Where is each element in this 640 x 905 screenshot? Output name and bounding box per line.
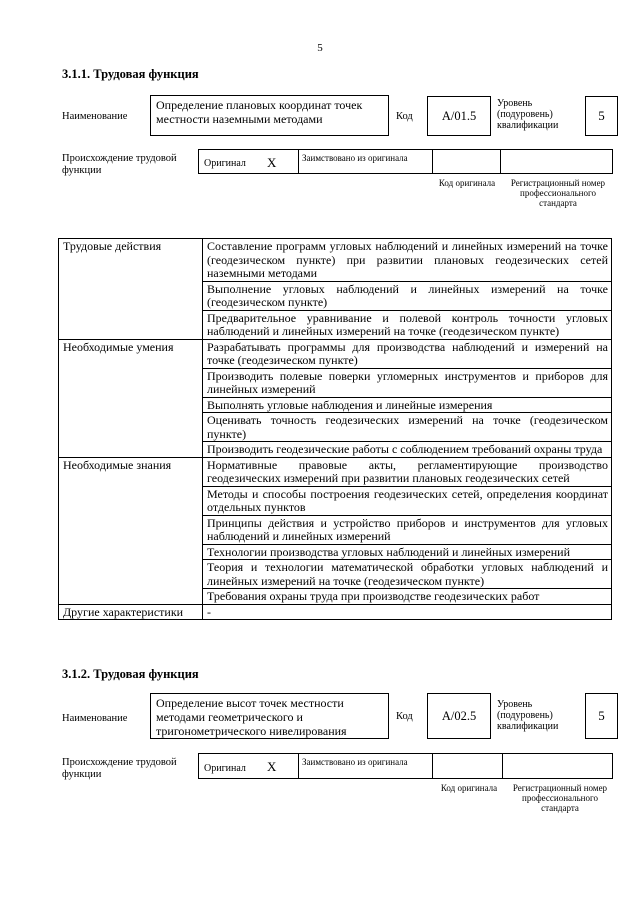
code-label: Код bbox=[396, 111, 413, 122]
borrowed-label-2: Заимствовано из оригинала bbox=[302, 757, 408, 767]
table-row bbox=[59, 239, 612, 282]
original-label: Оригинал bbox=[204, 158, 246, 169]
reg-number-cell-2 bbox=[502, 753, 613, 779]
item-cell: Технологии производства угловых наблюдений и линейных измерений bbox=[203, 544, 612, 560]
code-original-caption-2: Код оригинала bbox=[440, 783, 498, 793]
level-label: Уровень (подуровень) квалификации bbox=[497, 98, 559, 131]
code-original-cell bbox=[432, 149, 501, 174]
item-cell: Составление программ угловых наблюдений и линейных измерений на точке (геодезическом пункте) при развитии плановых геодезических сетей наземными методами bbox=[203, 239, 612, 282]
reg-number-caption-2: Регистрационный номер профессионального стандарта bbox=[512, 783, 608, 813]
code-original-cell-2 bbox=[432, 753, 503, 779]
item-cell: Разрабатывать программы для производства наблюдений и измерений на точке (геодезическом пункте) bbox=[203, 339, 612, 368]
borrowed-cell bbox=[298, 149, 433, 174]
category-cell: Необходимые знания bbox=[59, 457, 203, 604]
function-name-box bbox=[150, 95, 389, 136]
item-cell: Принципы действия и устройство приборов и инструментов для угловых наблюдений и линейных измерений bbox=[203, 515, 612, 544]
item-cell: Выполнять угловые наблюдения и линейные измерения bbox=[203, 397, 612, 413]
item-cell: Теория и технологии математической обработки угловых наблюдений и линейных измерений на точке (геодезическом пункте) bbox=[203, 560, 612, 589]
reg-number-cell bbox=[500, 149, 613, 174]
origin-label-2: Происхождение трудовой функции bbox=[62, 757, 177, 780]
item-cell: Нормативные правовые акты, регламентирующие производство геодезических измерений при развитии плановых геодезических сетей bbox=[203, 457, 612, 486]
code-box bbox=[427, 96, 491, 136]
code-value: А/01.5 bbox=[441, 108, 477, 123]
table-row bbox=[59, 604, 612, 620]
level-box-2 bbox=[585, 693, 618, 739]
item-cell: Выполнение угловых наблюдений и линейных измерений на точке (геодезическом пункте) bbox=[203, 281, 612, 310]
category-cell: Трудовые действия bbox=[59, 239, 203, 340]
page-number: 5 bbox=[317, 42, 323, 54]
category-cell: Другие характеристики bbox=[59, 604, 203, 620]
function-name: Определение плановых координат точек местности наземными методами bbox=[156, 98, 363, 126]
code-box-2 bbox=[427, 693, 491, 739]
code-label-2: Код bbox=[396, 711, 413, 722]
function-name-box-2 bbox=[150, 693, 389, 739]
table-row bbox=[59, 339, 612, 368]
item-cell: Оценивать точность геодезических измерений на точке (геодезическом пункте) bbox=[203, 413, 612, 442]
labor-function-table bbox=[58, 238, 612, 620]
original-mark-2: Х bbox=[267, 759, 277, 774]
category-cell: Необходимые умения bbox=[59, 339, 203, 457]
origin-label: Происхождение трудовой функции bbox=[62, 153, 177, 176]
name-label-2: Наименование bbox=[62, 713, 128, 724]
borrowed-cell-2 bbox=[298, 753, 433, 779]
original-cell-2 bbox=[198, 753, 299, 779]
table-body bbox=[59, 239, 612, 620]
level-label-2: Уровень (подуровень) квалификации bbox=[497, 699, 559, 732]
reg-number-caption: Регистрационный номер профессионального стандарта bbox=[510, 178, 606, 208]
section-title-3-1-2: 3.1.2. Трудовая функция bbox=[62, 667, 199, 681]
table-row bbox=[59, 457, 612, 486]
name-label: Наименование bbox=[62, 111, 128, 122]
item-cell: Производить геодезические работы с соблюдением требований охраны труда bbox=[203, 442, 612, 458]
borrowed-label: Заимствовано из оригинала bbox=[302, 153, 408, 163]
level-box bbox=[585, 96, 618, 136]
original-label-2: Оригинал bbox=[204, 763, 246, 774]
code-original-caption: Код оригинала bbox=[438, 178, 496, 188]
function-name-2: Определение высот точек местности методами геометрического и тригонометрического нивелирования bbox=[156, 696, 347, 738]
item-cell: Требования охраны труда при производстве геодезических работ bbox=[203, 589, 612, 605]
section-title-3-1-1: 3.1.1. Трудовая функция bbox=[62, 67, 199, 81]
item-cell: Методы и способы построения геодезических сетей, определения координат отдельных пунктов bbox=[203, 486, 612, 515]
item-cell: - bbox=[203, 604, 612, 620]
original-cell bbox=[198, 149, 299, 174]
original-mark: Х bbox=[267, 155, 277, 170]
code-value-2: А/02.5 bbox=[441, 708, 477, 723]
level-value: 5 bbox=[598, 108, 605, 123]
item-cell: Производить полевые поверки угломерных инструментов и приборов для линейных измерений bbox=[203, 368, 612, 397]
item-cell: Предварительное уравнивание и полевой контроль точности угловых наблюдений и линейных измерений на точке (геодезическом пункте) bbox=[203, 310, 612, 339]
level-value-2: 5 bbox=[598, 708, 605, 723]
